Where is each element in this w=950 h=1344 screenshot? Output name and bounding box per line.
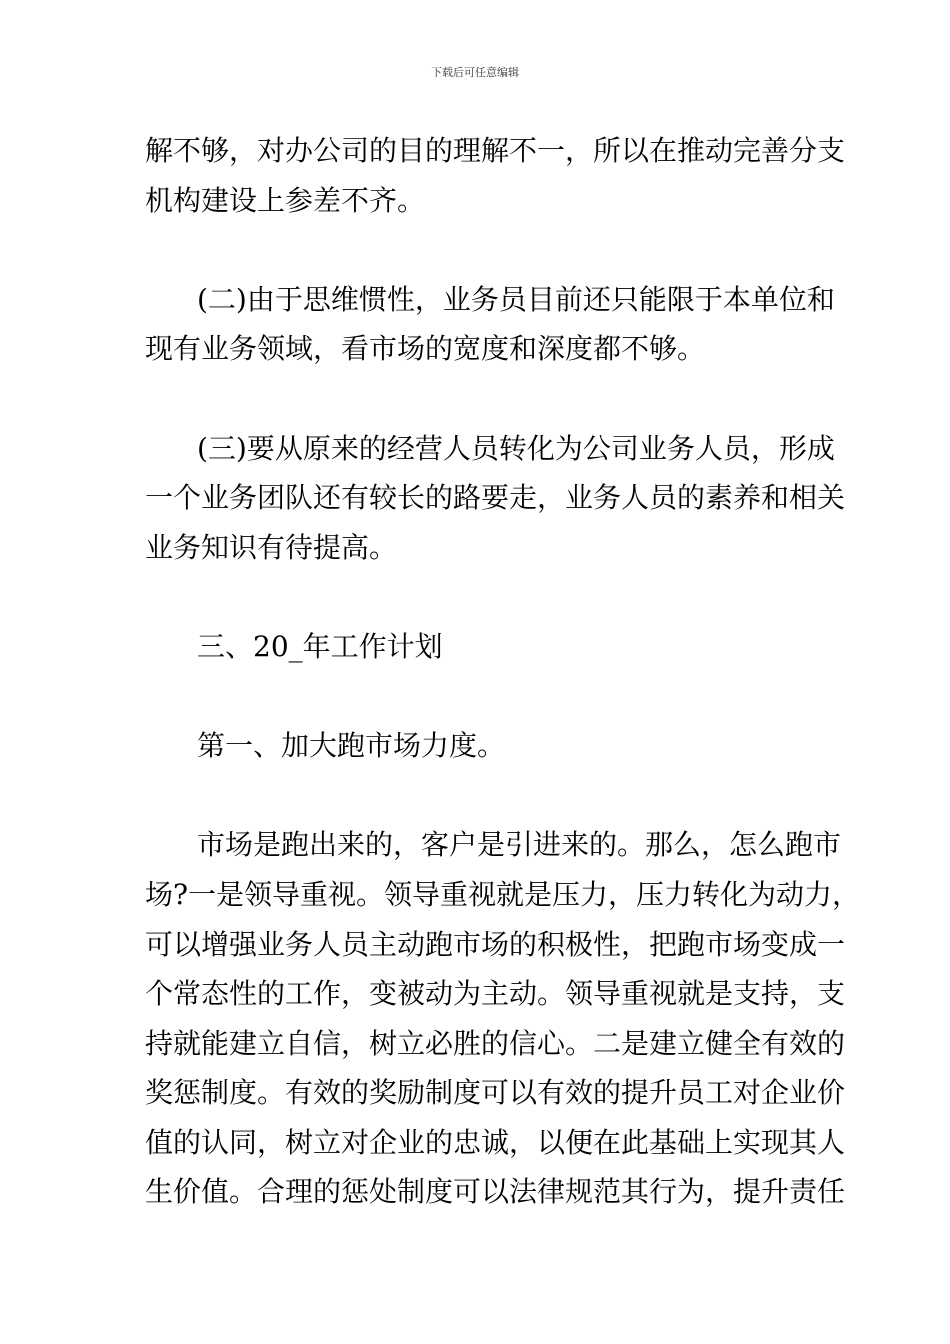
- text-line: 生价值。合理的惩处制度可以法律规范其行为，提升责任: [145, 1175, 846, 1209]
- heading-line: 第一、加大跑市场力度。: [197, 729, 506, 763]
- text-line: 场?一是领导重视。领导重视就是压力，压力转化为动力，: [145, 877, 861, 911]
- text-line: 机构建设上参差不齐。: [145, 183, 426, 217]
- text-line: 解不够，对办公司的目的理解不一，所以在推动完善分支: [145, 134, 846, 167]
- paragraph-item-two: [145, 275, 835, 374]
- text-line: 个常态性的工作，变被动为主动。领导重视就是支持，支: [145, 977, 846, 1011]
- text-line: 奖惩制度。有效的奖励制度可以有效的提升员工对企业价: [145, 1076, 846, 1110]
- text-line: (三)要从原来的经营人员转化为公司业务人员，形成: [197, 431, 835, 465]
- document-body: [145, 126, 861, 1217]
- text-line: 市场是跑出来的，客户是引进来的。那么，怎么跑市: [197, 828, 842, 862]
- paragraph-market: [145, 820, 861, 1217]
- page-header: 下载后可任意编辑: [431, 66, 519, 79]
- text-line: 持就能建立自信，树立必胜的信心。二是建立健全有效的: [145, 1026, 846, 1060]
- heading-line: 三、20_年工作计划: [197, 629, 443, 663]
- section-heading: [145, 622, 807, 672]
- text-line: 业务知识有待提高。: [145, 530, 398, 564]
- text-line: 一个业务团队还有较长的路要走，业务人员的素养和相关: [145, 481, 846, 515]
- text-line: (二)由于思维惯性，业务员目前还只能限于本单位和: [197, 282, 835, 316]
- paragraph-item-three: [145, 424, 846, 573]
- text-line: 现有业务领域，看市场的宽度和深度都不够。: [145, 332, 706, 366]
- text-line: 可以增强业务人员主动跑市场的积极性，把跑市场变成一: [145, 927, 846, 961]
- paragraph-continuation: [145, 126, 846, 225]
- subsection-heading: [145, 721, 807, 771]
- text-line: 值的认同，树立对企业的忠诚，以便在此基础上实现其人: [145, 1125, 846, 1159]
